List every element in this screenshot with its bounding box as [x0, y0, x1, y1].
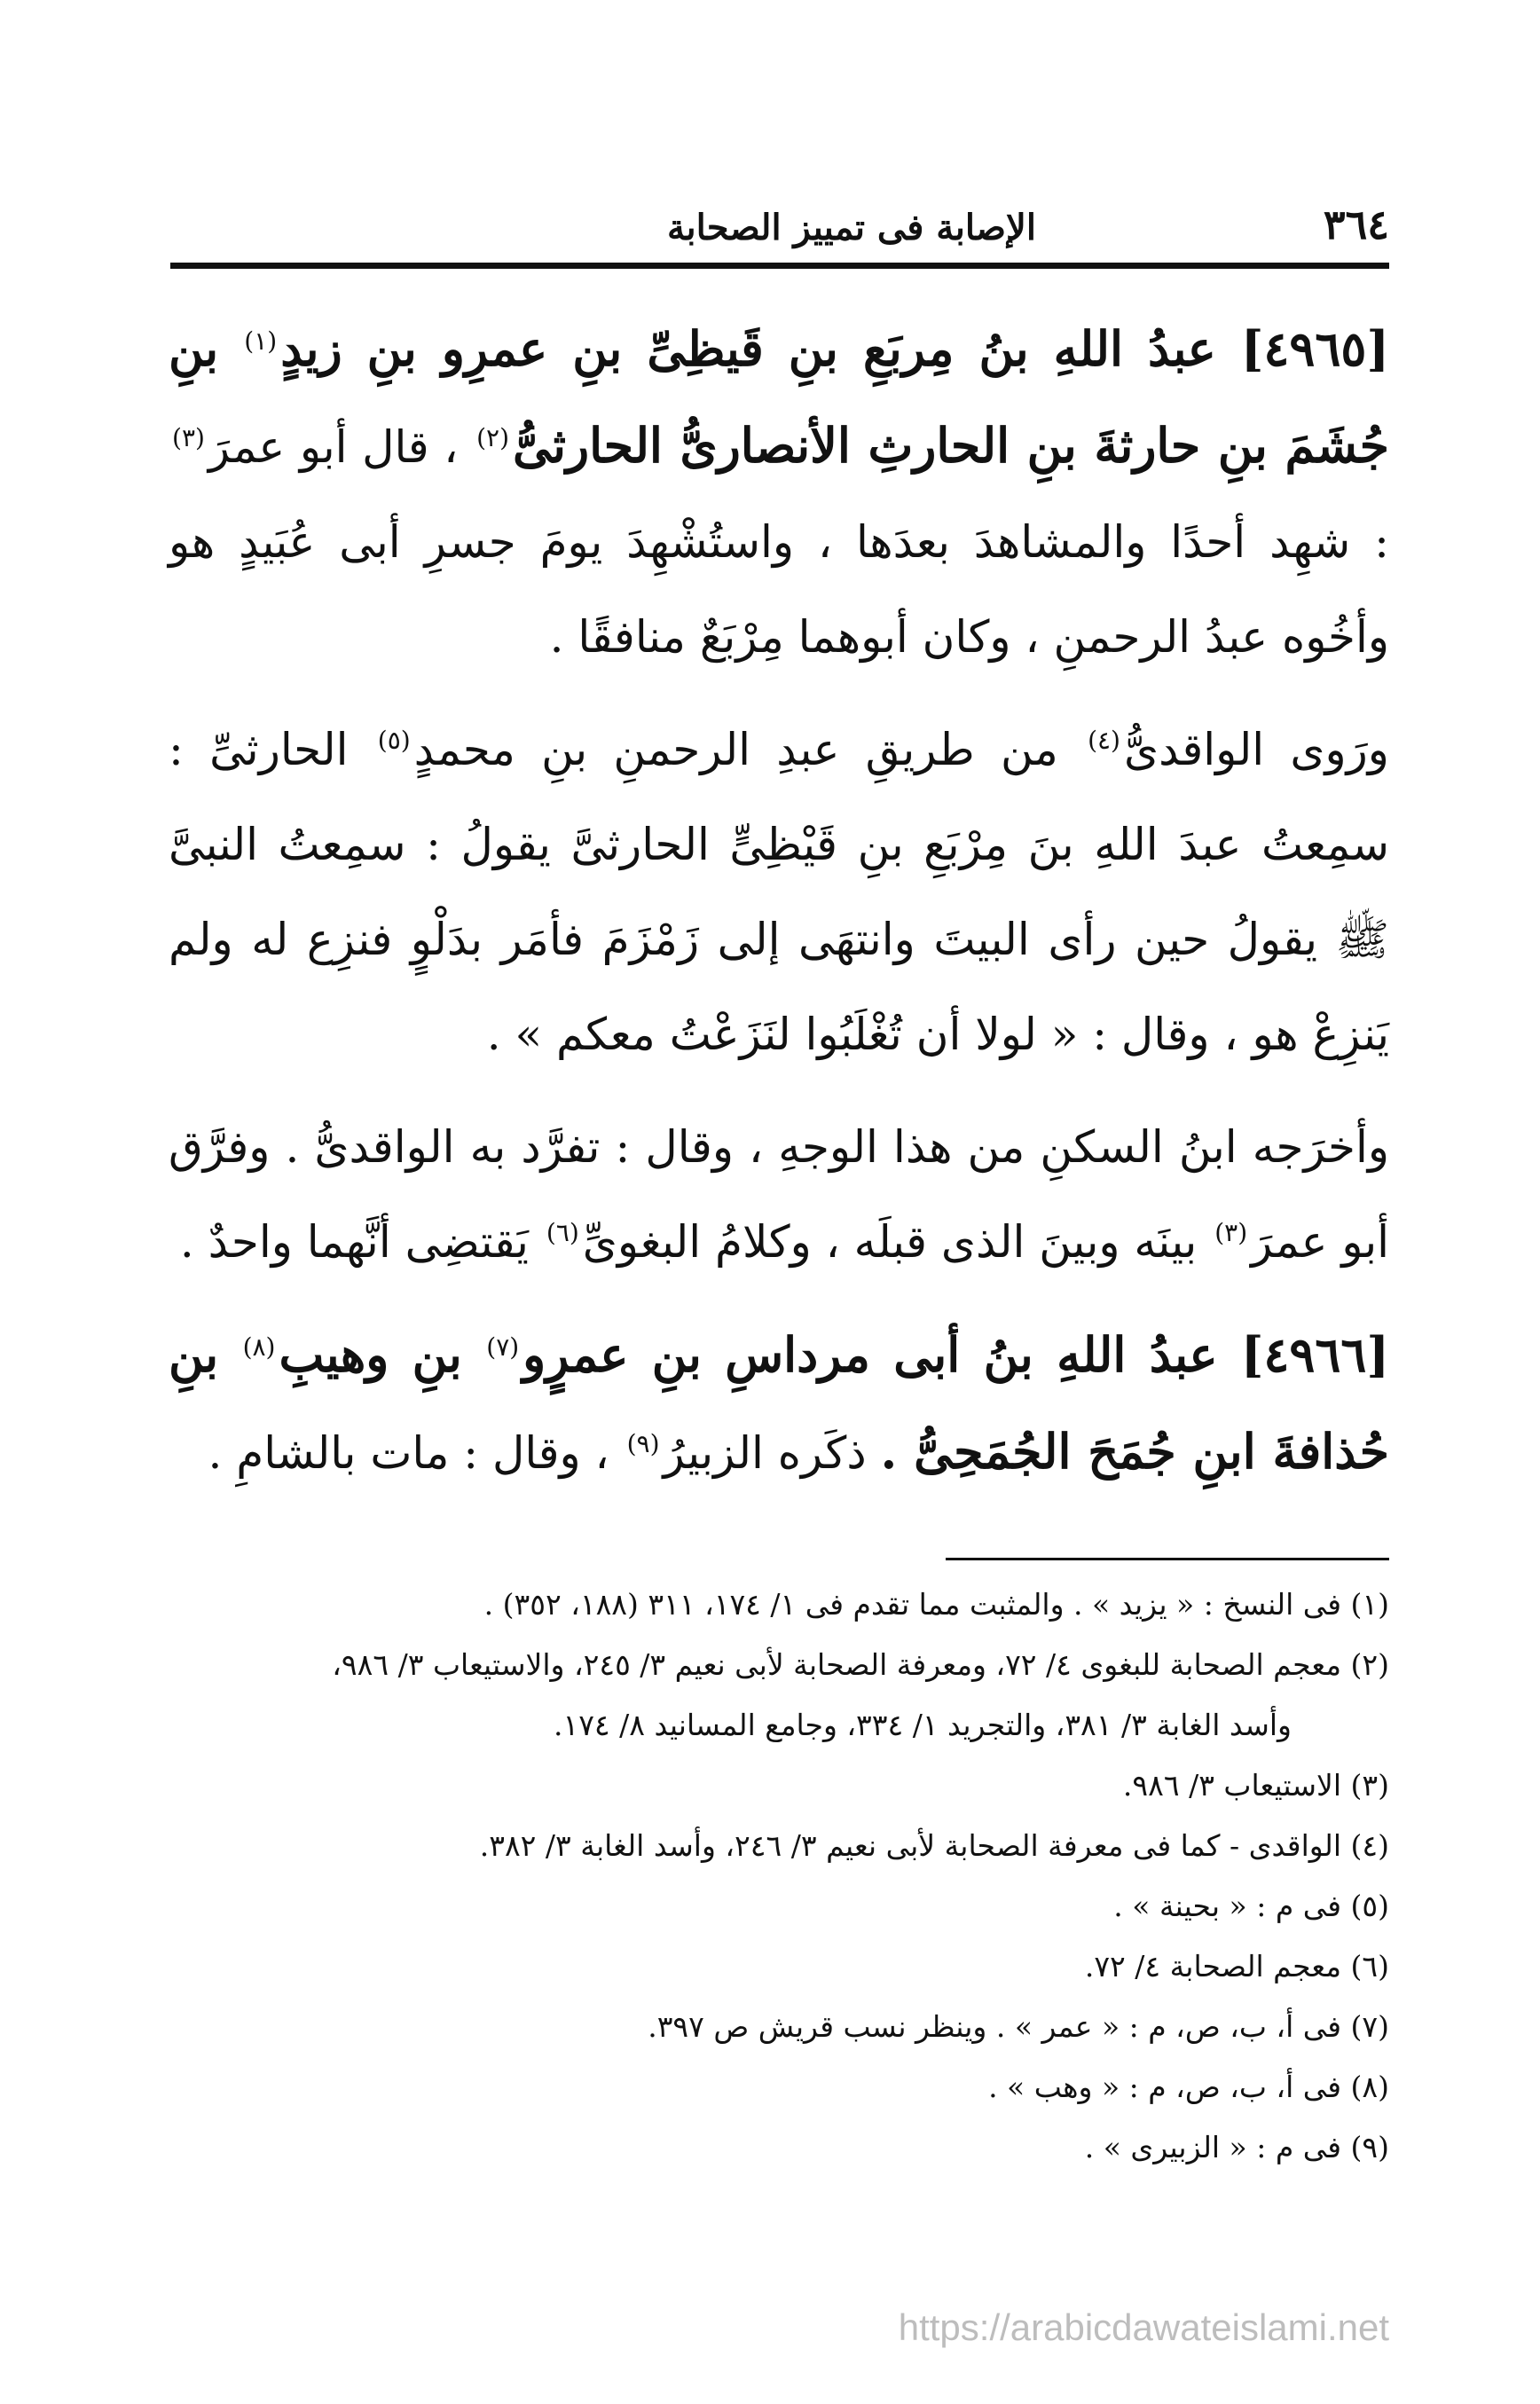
footnote-ref: (٤) — [1088, 726, 1120, 756]
footnote-ref: (٥) — [377, 726, 411, 756]
entry-title: [٤٩٦٥] عبدُ اللهِ بنُ مِربَعِ بنِ قَيظِىِّ بنِ عمرِو بنِ زيدٍ — [280, 320, 1389, 377]
footnote: (٣) الاستيعاب ٣/ ٩٨٦. — [1122, 1768, 1389, 1803]
watermark: https://arabicdawateislami.net — [898, 2306, 1389, 2348]
footnote: (٨) فى أ، ب، ص، م : « وهب » . — [988, 2070, 1389, 2104]
entry-text: ، وقال : مات بالشامِ . — [208, 1427, 609, 1479]
footnote-ref: (٢) — [476, 423, 510, 453]
entry-4965 — [169, 302, 1389, 685]
footnote: (١) فى النسخ : « يزيد » . والمثبت مما تقدم فى ١/ ١٧٤، ٣١١ (١٨٨، ٣٥٢) . — [483, 1587, 1389, 1622]
paragraph-text: الحارثىِّ : سمِعتُ عبدَ اللهِ بنَ مِرْبَعِ بنِ قَيْظِىٍّ الحارثىَّ يقولُ : سمِعتُ النبىَّ ﷺ يقولُ حين رأى البيتَ وانتهَى إلى زَمْزَمَ فأمَر بدَلْوٍ فنزِع له ولم يَنزِعْ هو ، وقال : « لولا أن تُغْلَبُوا لنَزَعْتُ معكم » . — [169, 724, 1389, 1060]
running-title: الإصابة فى تمييز الصحابة — [667, 207, 1036, 248]
footnote: (٤) الواقدى - كما فى معرفة الصحابة لأبى نعيم ٣/ ٢٤٦، وأسد الغابة ٣/ ٣٨٢. — [479, 1828, 1389, 1863]
footnote-rule — [946, 1558, 1389, 1560]
paragraph-text: من طريقِ عبدِ الرحمنِ بنِ محمدٍ — [413, 724, 1058, 775]
page-number: ٣٦٤ — [1323, 200, 1389, 248]
main-text — [169, 302, 1389, 1519]
entry-title-continued: بنِ وهيبِ — [279, 1326, 462, 1383]
footnote-ref: (٣) — [172, 423, 205, 453]
page-header — [170, 169, 1389, 248]
footnote-ref: (٣) — [1214, 1218, 1248, 1248]
entry-title: [٤٩٦٦] عبدُ اللهِ بنُ أبى مرداسِ بنِ عمرٍو — [522, 1326, 1389, 1383]
footnote-ref: (٨) — [242, 1332, 276, 1363]
paragraph-text: وأخرَجه ابنُ السكنِ من هذا الوجهِ ، وقال : تفرَّد به الواقدىُّ . وفرَّق أبو عمرَ — [169, 1121, 1389, 1268]
footnote: (٦) معجم الصحابة ٤/ ٧٢. — [1084, 1949, 1389, 1984]
footnote: (٢) معجم الصحابة للبغوى ٤/ ٧٢، ومعرفة الصحابة لأبى نعيم ٣/ ٢٤٥، والاستيعاب ٣/ ٩٨٦، — [332, 1647, 1389, 1682]
header-rule — [170, 263, 1389, 269]
footnote-ref: (٧) — [486, 1332, 520, 1363]
entry-text: ذكَره الزبيرُ — [663, 1427, 867, 1479]
footnote: (٩) فى م : « الزبيرى » . — [1084, 2130, 1389, 2164]
footnote-ref: (٦) — [546, 1218, 579, 1248]
entry-title-continued: بنِ حُذافةَ ابنِ جُمَحَ الجُمَحِىُّ . — [169, 1326, 1389, 1480]
entry-text: ، قال أبو عمرَ — [208, 421, 459, 473]
paragraph-text: بينَه وبينَ الذى قبلَه ، وكلامُ البغوىِّ — [582, 1216, 1198, 1268]
footnotes — [169, 1575, 1389, 2178]
footnote: (٧) فى أ، ب، ص، م : « عمر » . وينظر نسب قريش ص ٣٩٧. — [648, 2009, 1389, 2044]
paragraph-text: يَقتضِى أنَّهما واحدٌ . — [179, 1216, 529, 1268]
paragraph-waqidi — [169, 703, 1389, 1082]
paragraph-ibn-sakan — [169, 1100, 1389, 1290]
entry-title-continued: بنِ جُشَمَ بنِ حارثةَ بنِ الحارثِ الأنصارىُّ الحارثىُّ — [169, 320, 1389, 474]
footnote-continuation: وأسد الغابة ٣/ ٣٨١، والتجريد ١/ ٣٣٤، وجامع المسانيد ٨/ ١٧٤. — [553, 1708, 1292, 1742]
footnote-ref: (١) — [244, 326, 278, 357]
entry-text: : شهِد أحدًا والمشاهدَ بعدَها ، واستُشْهِدَ يومَ جسرِ أبى عُبَيدٍ هو وأخُوه عبدُ الرحمنِ ، وكان أبوهما مِرْبَعٌ منافقًا . — [169, 516, 1389, 663]
paragraph-text: ورَوى الواقدىُّ — [1123, 724, 1389, 775]
entry-4966 — [169, 1308, 1389, 1501]
footnote: (٥) فى م : « بحينة » . — [1113, 1889, 1389, 1923]
footnote-ref: (٩) — [626, 1429, 660, 1459]
